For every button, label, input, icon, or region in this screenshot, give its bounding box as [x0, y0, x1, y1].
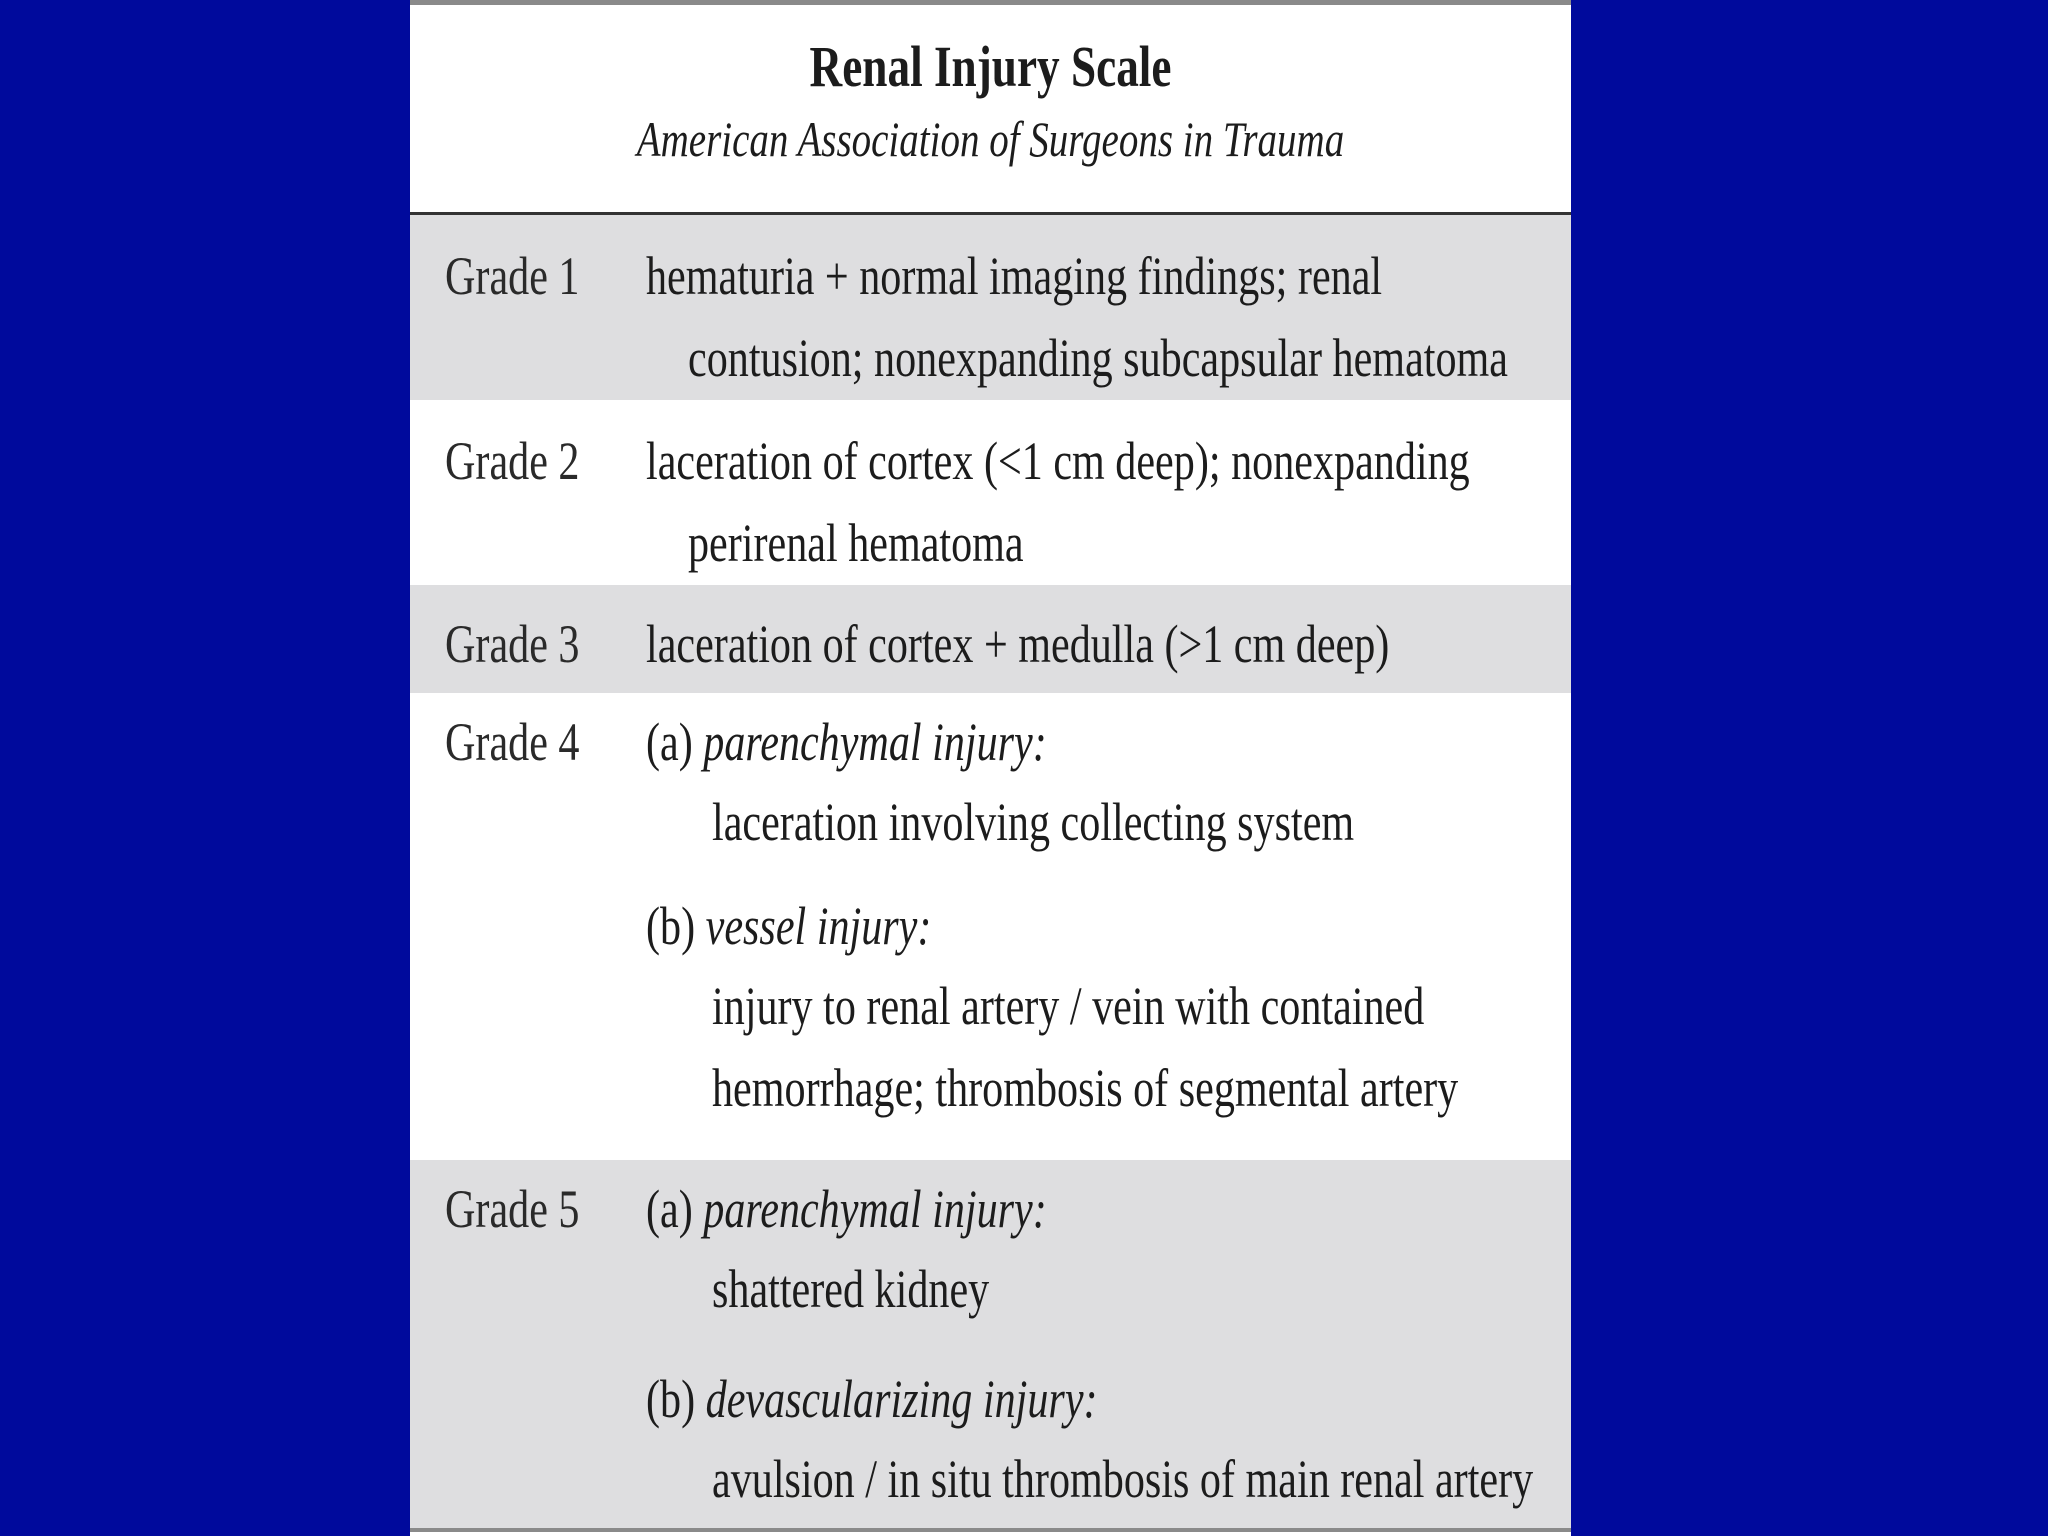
grade-description-line: hematuria + normal imaging findings; renal: [646, 246, 1383, 306]
subitem-b: [646, 895, 931, 957]
subitem-heading: vessel injury:: [705, 896, 932, 956]
subitem-b: [646, 1368, 1098, 1430]
subitem-marker: (a): [646, 712, 693, 772]
grade-label: Grade 1: [445, 246, 580, 306]
grade-description-line: perirenal hematoma: [688, 513, 1024, 573]
subitem-description-line: hemorrhage; thrombosis of segmental artery: [712, 1058, 1459, 1118]
bottom-rule: [410, 1528, 1571, 1532]
table-title: Renal Injury Scale: [809, 34, 1172, 99]
subitem-heading: parenchymal injury:: [703, 712, 1047, 772]
table-subtitle: American Association of Surgeons in Trauma: [636, 111, 1345, 167]
grade-row-5: [410, 1160, 1571, 1528]
grade-description-line: contusion; nonexpanding subcapsular hematoma: [688, 328, 1508, 388]
subitem-heading: devascularizing injury:: [705, 1369, 1098, 1429]
grade-label: Grade 3: [445, 614, 580, 674]
grade-row-3: [410, 585, 1571, 693]
subitem-marker: (a): [646, 1179, 693, 1239]
subitem-a: [646, 711, 1047, 773]
grade-label: Grade 2: [445, 431, 580, 491]
subitem-description-line: avulsion / in situ thrombosis of main renal artery: [712, 1449, 1534, 1509]
renal-injury-table: [410, 0, 1571, 1536]
grade-label: Grade 4: [445, 712, 580, 772]
grade-description-line: laceration of cortex + medulla (>1 cm deep): [646, 614, 1390, 674]
table-header: [410, 5, 1571, 215]
subitem-a: [646, 1178, 1047, 1240]
grade-row-4: [410, 693, 1571, 1160]
grade-row-1: [410, 215, 1571, 400]
grade-description-line: laceration of cortex (<1 cm deep); nonexpanding: [646, 431, 1470, 491]
subitem-marker: (b): [646, 1369, 696, 1429]
grade-row-2: [410, 400, 1571, 585]
grade-label: Grade 5: [445, 1179, 580, 1239]
subitem-description-line: injury to renal artery / vein with contained: [712, 976, 1425, 1036]
subitem-heading: parenchymal injury:: [703, 1179, 1047, 1239]
subitem-description-line: laceration involving collecting system: [712, 792, 1355, 852]
subitem-marker: (b): [646, 896, 696, 956]
subitem-description-line: shattered kidney: [712, 1259, 990, 1319]
